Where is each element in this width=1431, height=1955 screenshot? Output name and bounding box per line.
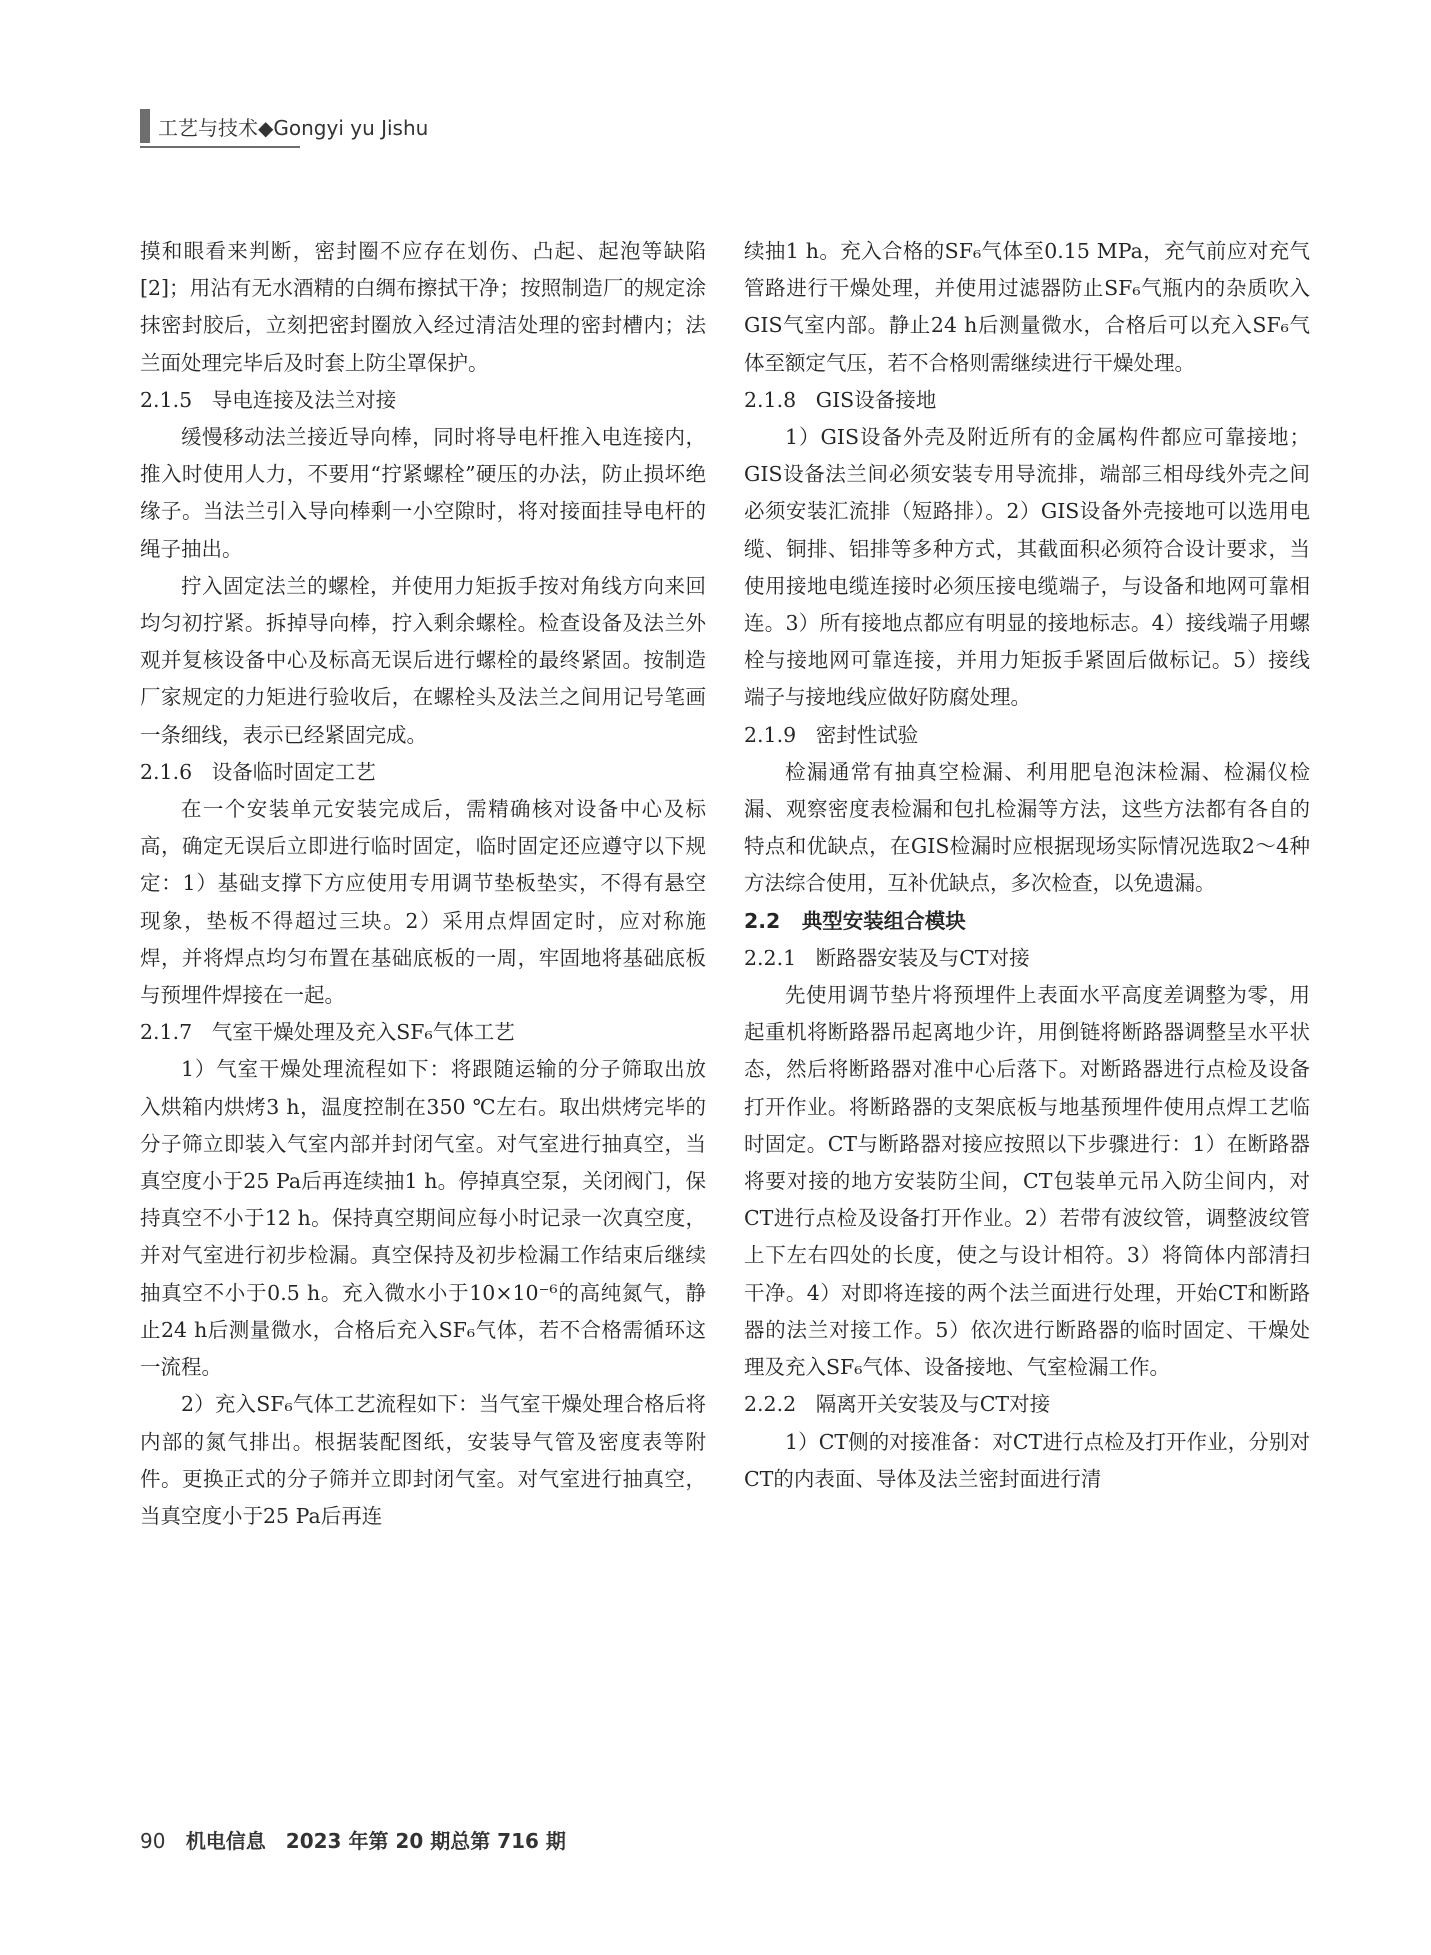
subsection-heading: 2.2.2 隔离开关安装及与CT对接 (744, 1392, 1051, 1417)
paragraph: 检漏通常有抽真空检漏、利用肥皂泡沫检漏、检漏仪检漏、观察密度表检漏和包扎检漏等方法，这些方法都有各自的特点和优缺点，在GIS检漏时应根据现场实际情况选取2～4种方法综合使用，互补优缺点，多次检查，以免遗漏。 (744, 759, 1310, 896)
paragraph: 摸和眼看来判断，密封圈不应存在划伤、凸起、起泡等缺陷[2]；用沾有无水酒精的白绸布擦拭干净；按照制造厂的规定涂抹密封胶后，立刻把密封圈放入经过清洁处理的密封槽内；法兰面处理完毕后及时套上防尘罩保护。 (140, 239, 706, 375)
page-footer (140, 1825, 566, 1854)
subsection-heading: 2.1.5 导电连接及法兰对接 (140, 387, 397, 412)
paragraph: 先使用调节垫片将预埋件上表面水平高度差调整为零，用起重机将断路器吊起离地少许，用倒链将断路器调整呈水平状态，然后将断路器对准中心后落下。对断路器进行点检及设备打开作业。将断路器的支架底板与地基预埋件使用点焊工艺临时固定。CT与断路器对接应按照以下步骤进行：1）在断路器将要对接的地方安装防尘间，CT包装单元吊入防尘间内，对CT进行点检及设备打开作业。2）若带有波纹管，调整波纹管上下左右四处的长度，使之与设计相符。3）将筒体内部清扫干净。4）对即将连接的两个法兰面进行处理，开始CT和断路器的法兰对接工作。5）依次进行断路器的临时固定、干燥处理及充入SF₆气体、设备接地、气室检漏工作。 (744, 983, 1310, 1380)
paragraph: 1）GIS设备外壳及附近所有的金属构件都应可靠接地；GIS设备法兰间必须安装专用导流排，端部三相母线外壳之间必须安装汇流排（短路排）。2）GIS设备外壳接地可以选用电缆、铜排、铝排等多种方式，其截面积必须符合设计要求，当使用接地电缆连接时必须压接电缆端子，与设备和地网可靠相连。3）所有接地点都应有明显的接地标志。4）接线端子用螺栓与接地网可靠连接，并用力矩扳手紧固后做标记。5）接线端子与接地线应做好防腐处理。 (744, 425, 1310, 710)
subsection-heading: 2.1.7 气室干燥处理及充入SF₆气体工艺 (140, 1020, 515, 1045)
section-heading: 2.2 典型安装组合模块 (744, 908, 966, 933)
paragraph: 续抽1 h。充入合格的SF₆气体至0.15 MPa，充气前应对充气管路进行干燥处理，并使用过滤器防止SF₆气瓶内的杂质吹入GIS气室内部。静止24 h后测量微水，合格后可以充入SF₆气体至额定气压，若不合格则需继续进行干燥处理。 (744, 239, 1310, 375)
paragraph: 在一个安装单元安装完成后，需精确核对设备中心及标高，确定无误后立即进行临时固定，临时固定还应遵守以下规定：1）基础支撑下方应使用专用调节垫板垫实，不得有悬空现象，垫板不得超过三块。2）采用点焊固定时，应对称施焊，并将焊点均匀布置在基础底板的一周，牢固地将基础底板与预埋件焊接在一起。 (140, 797, 706, 1008)
page-number: 90 (140, 1829, 166, 1853)
paragraph: 2）充入SF₆气体工艺流程如下：当气室干燥处理合格后将内部的氮气排出。根据装配图纸，安装导气管及密度表等附件。更换正式的分子筛并立即封闭气室。对气室进行抽真空，当真空度小于25 Pa后再连 (140, 1392, 706, 1528)
running-title: 工艺与技术◆Gongyi yu Jishu (158, 115, 429, 140)
paragraph: 1）CT侧的对接准备：对CT进行点检及打开作业，分别对CT的内表面、导体及法兰密封面进行清 (744, 1429, 1310, 1491)
subsection-heading: 2.1.6 设备临时固定工艺 (140, 759, 376, 784)
paragraph: 拧入固定法兰的螺栓，并使用力矩扳手按对角线方向来回均匀初拧紧。拆掉导向棒，拧入剩余螺栓。检查设备及法兰外观并复核设备中心及标高无误后进行螺栓的最终紧固。按制造厂家规定的力矩进行验收后，在螺栓头及法兰之间用记号笔画一条细线，表示已经紧固完成。 (140, 573, 706, 747)
subsection-heading: 2.2.1 断路器安装及与CT对接 (744, 945, 1030, 970)
paragraph: 1）气室干燥处理流程如下：将跟随运输的分子筛取出放入烘箱内烘烤3 h，温度控制在350 ℃左右。取出烘烤完毕的分子筛立即装入气室内部并封闭气室。对气室进行抽真空，当真空度小于25 Pa后再连续抽1 h。停掉真空泵，关闭阀门，保持真空不小于12 h。保持真空期间应每小时记录一次真空度，并对气室进行初步检漏。真空保持及初步检漏工作结束后继续抽真空不小于0.5 h。充入微水小于10×10⁻⁶的高纯氮气，静止24 h后测量微水，合格后充入SF₆气体，若不合格需循环这一流程。 (140, 1057, 706, 1380)
journal-issue: 机电信息 2023 年第 20 期总第 716 期 (185, 1829, 566, 1853)
subsection-heading: 2.1.9 密封性试验 (744, 722, 919, 747)
header-bar (140, 109, 150, 143)
right-column (744, 233, 1310, 1498)
paragraph: 缓慢移动法兰接近导向棒，同时将导电杆推入电连接内，推入时使用人力，不要用“拧紧螺栓”硬压的办法，防止损坏绝缘子。当法兰引入导向棒剩一小空隙时，将对接面挂导电杆的绳子抽出。 (140, 425, 706, 561)
subsection-heading: 2.1.8 GIS设备接地 (744, 387, 937, 412)
running-header (140, 106, 428, 146)
left-column (140, 233, 706, 1535)
header-rule (140, 146, 300, 148)
